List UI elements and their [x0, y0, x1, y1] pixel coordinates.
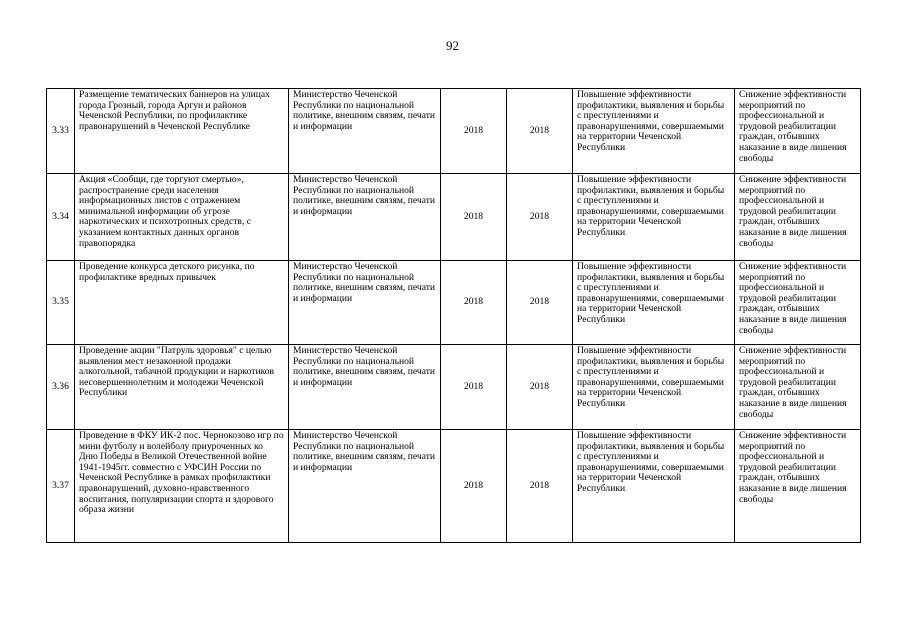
- event-cell: Проведение конкурса детского рисунка, по профилактике вредных привычек: [75, 261, 289, 345]
- start-year-cell: 2018: [441, 430, 507, 543]
- table-row: [47, 345, 861, 430]
- consequence-cell: Снижение эффективности мероприятий по профессиональной и трудовой реабилитации граждан, отбывших наказание в виде лишения свободы: [735, 261, 861, 345]
- executor-cell: Министерство Чеченской Республики по национальной политике, внешним связям, печати и информации: [289, 430, 441, 543]
- table-row: [47, 261, 861, 345]
- event-cell: Проведение акции "Патруль здоровья" с целью выявления мест незаконной продажи алкогольной, табачной продукции и наркотиков несовершеннолетним и молодежи Чеченской Республики: [75, 345, 289, 430]
- event-cell: Размещение тематических баннеров на улицах города Грозный, города Аргун и районов Чеченской Республики, по профилактике правонарушений в Чеченской Республике: [75, 89, 289, 174]
- table-row: [47, 430, 861, 543]
- end-year-cell: 2018: [507, 261, 573, 345]
- executor-cell: Министерство Чеченской Республики по национальной политике, внешним связям, печати и информации: [289, 345, 441, 430]
- event-cell: Проведение в ФКУ ИК-2 пос. Чернокозово игр по мини футболу и волейболу приуроченных ко Дню Победы в Великой Отечественной войне 1941-1945гг. совместно с УФСИН России по Чеченской Республике в рамках профилактики правонарушений, духовно-нравственного воспитания, популяризации спорта и здорового образа жизни: [75, 430, 289, 543]
- end-year-cell: 2018: [507, 89, 573, 174]
- end-year-cell: 2018: [507, 345, 573, 430]
- row-number: 3.37: [47, 430, 75, 543]
- expected-result-cell: Повышение эффективности профилактики, выявления и борьбы с преступлениями и правонарушениями, совершаемыми на территории Чеченской Республики: [573, 174, 735, 261]
- table-row: [47, 89, 861, 174]
- end-year-cell: 2018: [507, 430, 573, 543]
- event-cell: Акция «Сообщи, где торгуют смертью», распространение среди населения информационных листов с отражением минимальной информации об угрозе наркотических и психотропных средств, с указанием контактных данных органов правопорядка: [75, 174, 289, 261]
- row-number: 3.35: [47, 261, 75, 345]
- measures-table: [46, 88, 861, 543]
- executor-cell: Министерство Чеченской Республики по национальной политике, внешним связям, печати и информации: [289, 89, 441, 174]
- start-year-cell: 2018: [441, 261, 507, 345]
- consequence-cell: Снижение эффективности мероприятий по профессиональной и трудовой реабилитации граждан, отбывших наказание в виде лишения свободы: [735, 345, 861, 430]
- expected-result-cell: Повышение эффективности профилактики, выявления и борьбы с преступлениями и правонарушениями, совершаемыми на территории Чеченской Республики: [573, 430, 735, 543]
- row-number: 3.34: [47, 174, 75, 261]
- consequence-cell: Снижение эффективности мероприятий по профессиональной и трудовой реабилитации граждан, отбывших наказание в виде лишения свободы: [735, 89, 861, 174]
- expected-result-cell: Повышение эффективности профилактики, выявления и борьбы с преступлениями и правонарушениями, совершаемыми на территории Чеченской Республики: [573, 89, 735, 174]
- start-year-cell: 2018: [441, 174, 507, 261]
- row-number: 3.36: [47, 345, 75, 430]
- executor-cell: Министерство Чеченской Республики по национальной политике, внешним связям, печати и информации: [289, 261, 441, 345]
- start-year-cell: 2018: [441, 89, 507, 174]
- page-number: 92: [446, 38, 459, 53]
- expected-result-cell: Повышение эффективности профилактики, выявления и борьбы с преступлениями и правонарушениями, совершаемыми на территории Чеченской Республики: [573, 345, 735, 430]
- table-row: [47, 174, 861, 261]
- row-number: 3.33: [47, 89, 75, 174]
- expected-result-cell: Повышение эффективности профилактики, выявления и борьбы с преступлениями и правонарушениями, совершаемыми на территории Чеченской Республики: [573, 261, 735, 345]
- end-year-cell: 2018: [507, 174, 573, 261]
- executor-cell: Министерство Чеченской Республики по национальной политике, внешним связям, печати и информации: [289, 174, 441, 261]
- start-year-cell: 2018: [441, 345, 507, 430]
- consequence-cell: Снижение эффективности мероприятий по профессиональной и трудовой реабилитации граждан, отбывших наказание в виде лишения свободы: [735, 430, 861, 543]
- consequence-cell: Снижение эффективности мероприятий по профессиональной и трудовой реабилитации граждан, отбывших наказание в виде лишения свободы: [735, 174, 861, 261]
